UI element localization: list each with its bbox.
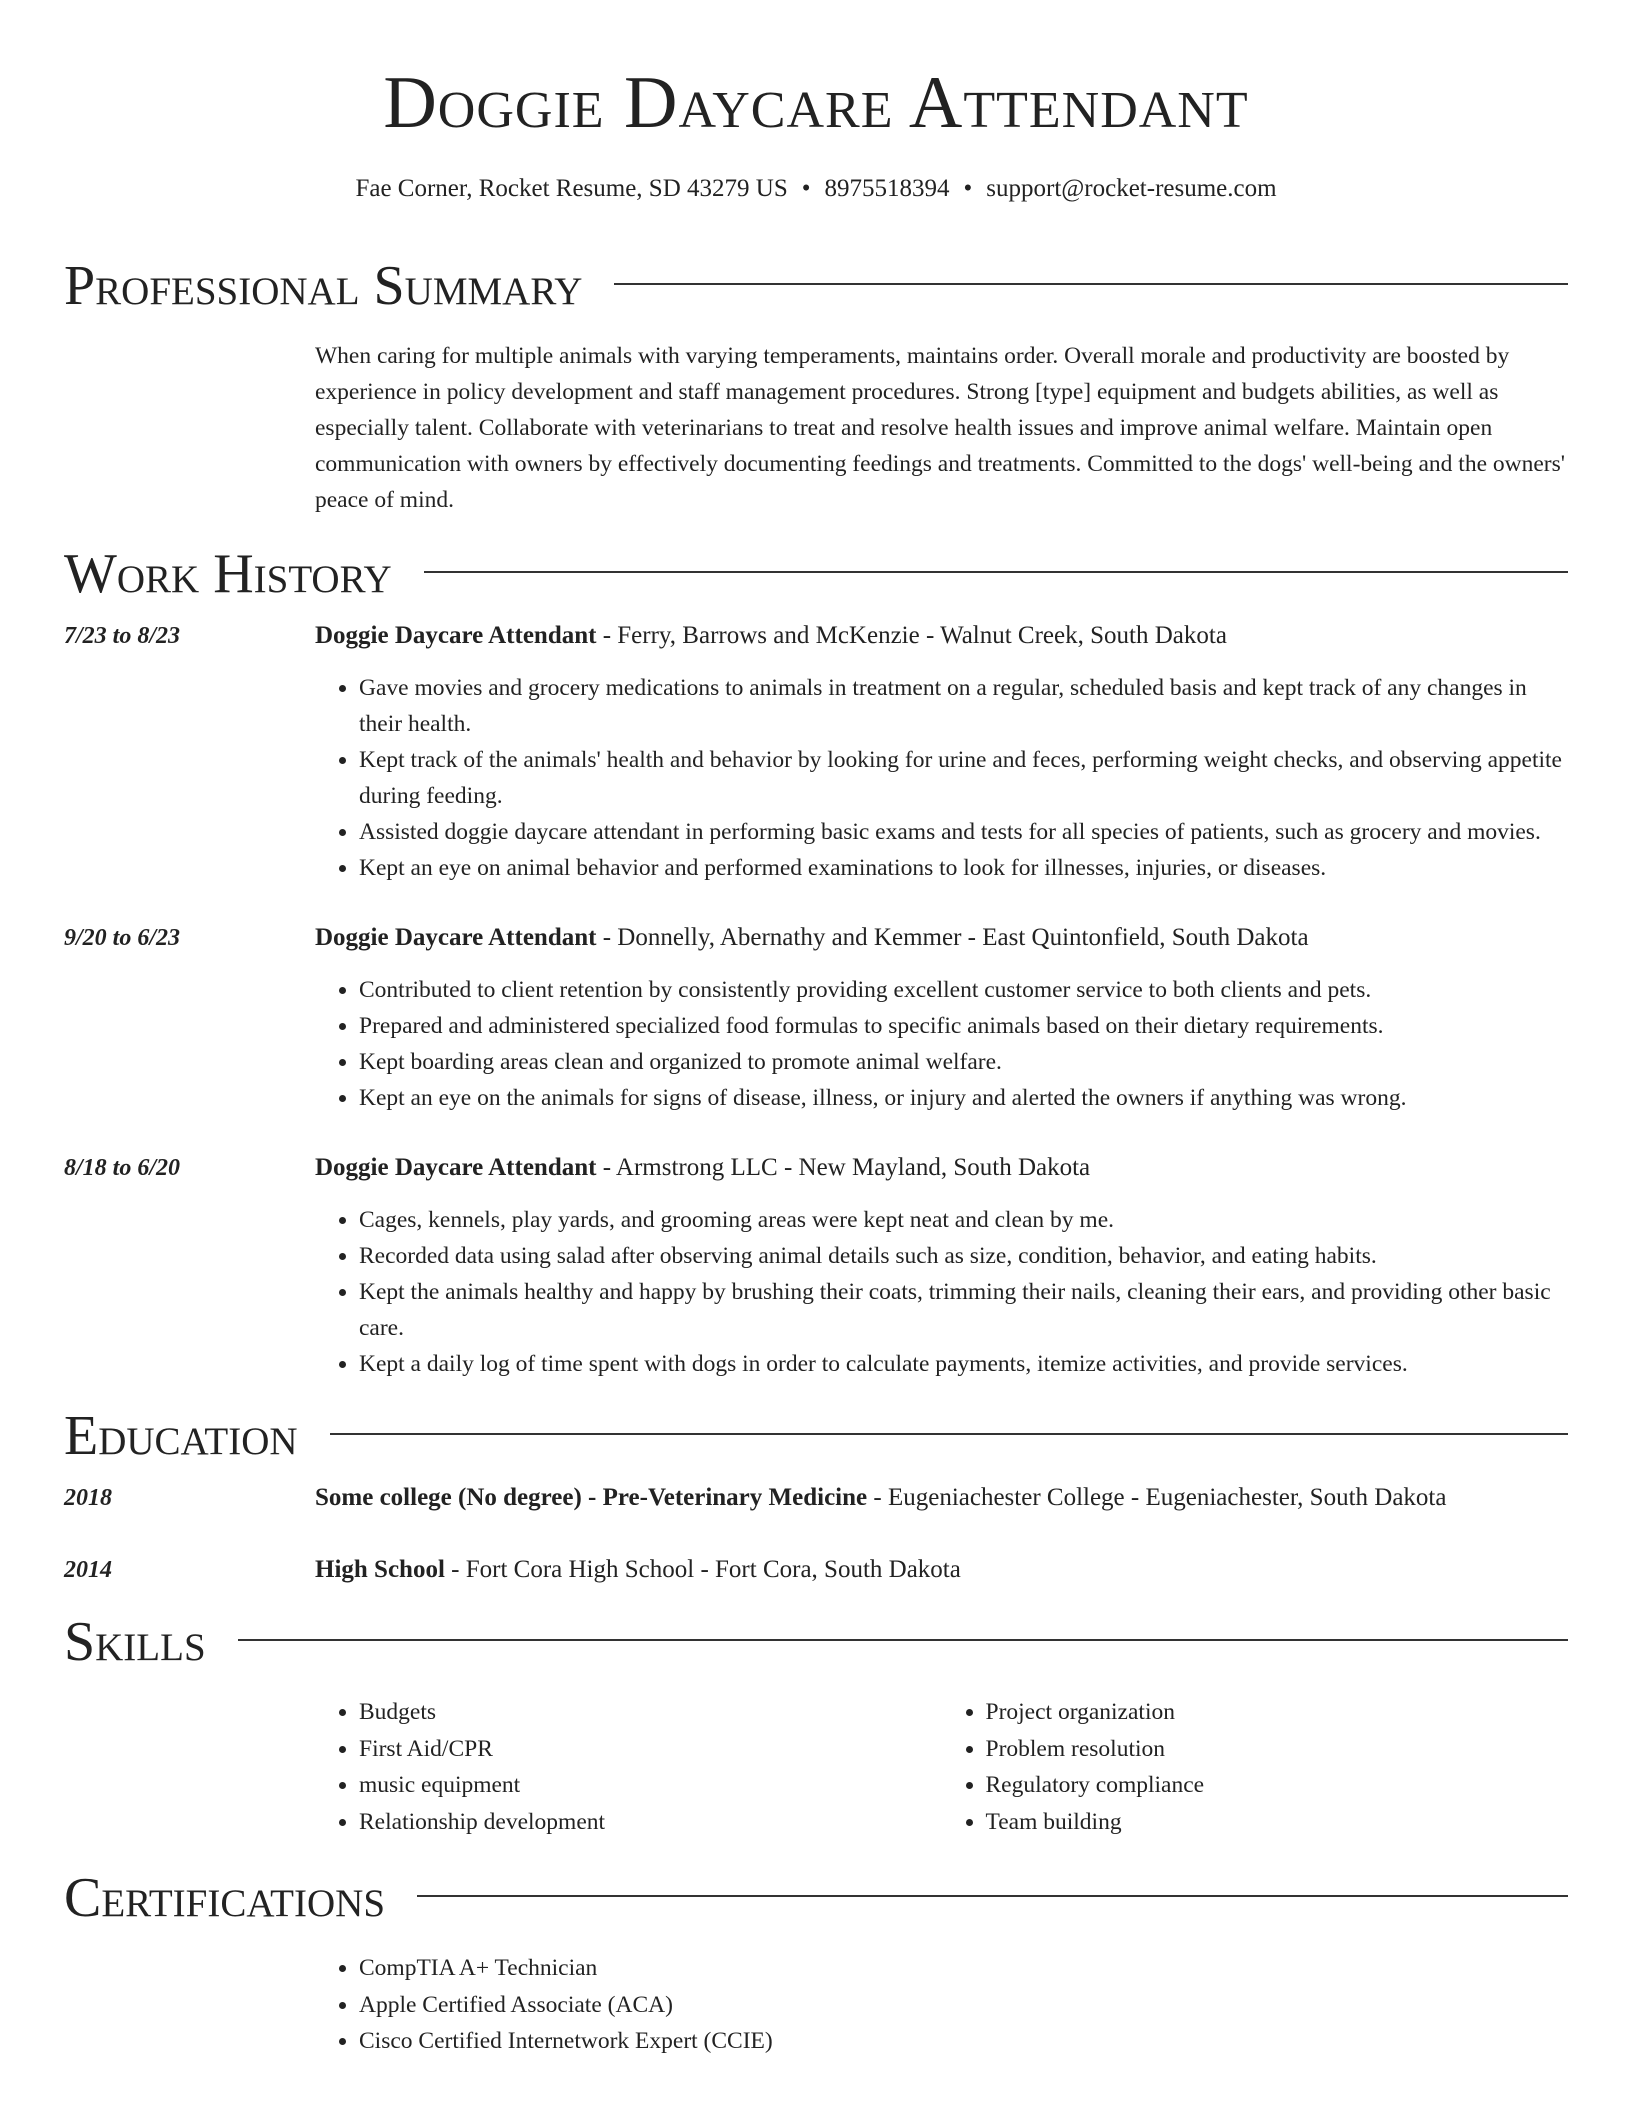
education-degree: Some college (No degree) - Pre-Veterinary Medicine <box>315 1484 868 1511</box>
job-bullet: • Recorded data using salad after observing animal details such as size, condition, behavior, and eating habits. <box>359 1238 1568 1274</box>
job-bullet: • Assisted doggie daycare attendant in performing basic exams and tests for all species of patients, such as grocery and movies. <box>359 814 1568 850</box>
job-headline <box>315 1150 1568 1186</box>
job-bullet: • Cages, kennels, play yards, and grooming areas were kept neat and clean by me. <box>359 1202 1568 1238</box>
section-title: Certifications <box>64 1867 386 1929</box>
skill-item: • Relationship development <box>359 1804 942 1841</box>
section-divider <box>330 1433 1568 1435</box>
skill-item: • Budgets <box>359 1694 942 1731</box>
section-title: Education <box>64 1405 298 1467</box>
education-entry <box>64 1480 1568 1516</box>
skill-item: • music equipment <box>359 1767 942 1804</box>
section-divider <box>417 1895 1568 1897</box>
section-divider <box>614 283 1568 285</box>
section-title: Professional Summary <box>64 255 583 317</box>
job-dates: 8/18 to 6/20 <box>64 1155 181 1181</box>
certifications-items <box>315 1950 1568 2060</box>
contact-address: Fae Corner, Rocket Resume, SD 43279 US <box>355 175 788 202</box>
education-school: - Fort Cora High School - Fort Cora, South Dakota <box>444 1556 961 1583</box>
section-divider <box>238 1639 1568 1641</box>
job-bullets <box>315 670 1568 886</box>
section-heading-skills <box>64 1612 1568 1672</box>
education-year: 2018 <box>64 1485 112 1511</box>
summary-text: When caring for multiple animals with varying temperaments, maintains order. Overall morale and productivity are boosted by experience in policy development and staff management procedures. Strong [type] equipment and budgets abilities, as well as especially talent. Collaborate with veterinarians to treat and resolve health issues and improve animal welfare. Maintain open communication with owners by effectively documenting feedings and treatments. Committed to the dogs' well-being and the owners' peace of mind. <box>315 343 1565 513</box>
section-heading-education <box>64 1406 1568 1466</box>
job-bullet: • Kept an eye on animal behavior and performed examinations to look for illnesses, injuries, or diseases. <box>359 850 1568 886</box>
contact-line <box>64 172 1568 206</box>
job-role: Doggie Daycare Attendant <box>315 924 597 951</box>
job-entry <box>64 618 1568 886</box>
section-title: Work History <box>64 543 392 605</box>
skill-item: • Regulatory compliance <box>986 1767 1569 1804</box>
job-bullet: • Kept the animals healthy and happy by brushing their coats, trimming their nails, cleaning their ears, and providing other basic care. <box>359 1274 1568 1346</box>
section-divider <box>424 571 1568 573</box>
job-role: Doggie Daycare Attendant <box>315 1154 597 1181</box>
contact-separator: • <box>963 175 973 202</box>
job-bullet: • Kept an eye on the animals for signs of disease, illness, or injury and alerted the owners if anything was wrong. <box>359 1080 1568 1116</box>
job-bullet: • Kept track of the animals' health and behavior by looking for urine and feces, performing weight checks, and observing appetite during feeding. <box>359 742 1568 814</box>
certifications-list <box>315 1950 1568 2060</box>
skills-column-left <box>315 1694 942 1840</box>
education-school: - Eugeniachester College - Eugeniachester, South Dakota <box>867 1484 1447 1511</box>
education-entry <box>64 1552 1568 1588</box>
resume-name: Doggie Daycare Attendant <box>383 62 1249 144</box>
job-employer: - Armstrong LLC - New Mayland, South Dakota <box>596 1154 1091 1181</box>
skill-item: • Project organization <box>986 1694 1569 1731</box>
job-bullet: • Gave movies and grocery medications to animals in treatment on a regular, scheduled basis and kept track of any changes in their health. <box>359 670 1568 742</box>
job-bullets <box>315 972 1568 1116</box>
job-entry <box>64 1150 1568 1382</box>
job-entry <box>64 920 1568 1116</box>
section-title: Skills <box>64 1611 206 1673</box>
contact-separator: • <box>801 175 811 202</box>
education-year: 2014 <box>64 1557 112 1583</box>
section-heading-summary <box>64 256 1568 316</box>
education-degree: High School <box>315 1556 445 1583</box>
job-bullet: • Prepared and administered specialized food formulas to specific animals based on their dietary requirements. <box>359 1008 1568 1044</box>
skills-list <box>315 1694 1568 1840</box>
job-dates: 9/20 to 6/23 <box>64 925 181 951</box>
job-employer: - Donnelly, Abernathy and Kemmer - East Quintonfield, South Dakota <box>596 924 1309 951</box>
job-headline <box>315 618 1568 654</box>
skill-item: • Team building <box>986 1804 1569 1841</box>
job-bullet: • Contributed to client retention by consistently providing excellent customer service to both clients and pets. <box>359 972 1568 1008</box>
job-employer: - Ferry, Barrows and McKenzie - Walnut Creek, South Dakota <box>596 622 1227 649</box>
job-bullets <box>315 1202 1568 1382</box>
skill-item: • First Aid/CPR <box>359 1731 942 1768</box>
section-heading-certifications <box>64 1868 1568 1928</box>
job-bullet: • Kept boarding areas clean and organized to promote animal welfare. <box>359 1044 1568 1080</box>
job-bullet: • Kept a daily log of time spent with dogs in order to calculate payments, itemize activities, and provide services. <box>359 1346 1568 1382</box>
skill-item: • Problem resolution <box>986 1731 1569 1768</box>
education-headline <box>315 1552 1568 1588</box>
resume-page <box>64 0 1568 2060</box>
skills-column-right <box>942 1694 1569 1840</box>
section-heading-work-history <box>64 544 1568 604</box>
education-headline <box>315 1480 1568 1516</box>
certification-item: • Cisco Certified Internetwork Expert (CCIE) <box>359 2023 1568 2060</box>
job-dates: 7/23 to 8/23 <box>64 623 181 649</box>
job-role: Doggie Daycare Attendant <box>315 622 597 649</box>
certification-item: • Apple Certified Associate (ACA) <box>359 1987 1568 2024</box>
certification-item: • CompTIA A+ Technician <box>359 1950 1568 1987</box>
job-headline <box>315 920 1568 956</box>
contact-email: support@rocket-resume.com <box>986 175 1277 202</box>
contact-phone: 8975518394 <box>824 175 950 202</box>
